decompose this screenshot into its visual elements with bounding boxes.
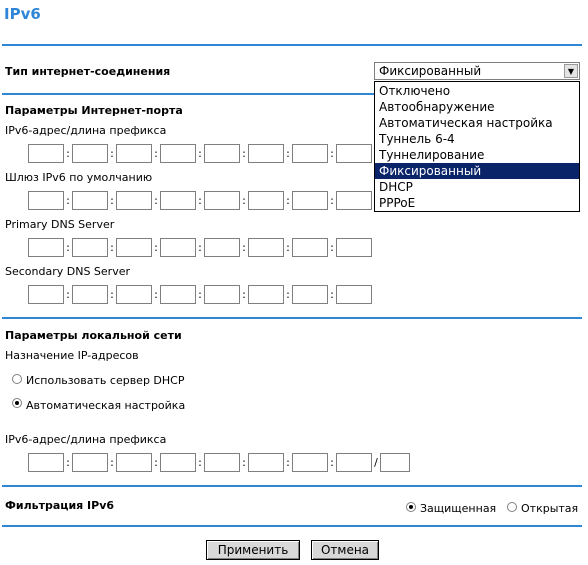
ipv6-segment-input[interactable]: [116, 144, 152, 163]
segment-separator: :: [286, 288, 290, 301]
segment-separator: :: [198, 147, 202, 160]
ipv6-segment-input[interactable]: [160, 453, 196, 472]
filter-open-radio[interactable]: [507, 502, 517, 512]
dropdown-option[interactable]: Фиксированный: [375, 163, 579, 179]
segment-separator: :: [154, 288, 158, 301]
segment-separator: :: [242, 241, 246, 254]
ipv6-segment-input[interactable]: [28, 285, 64, 304]
segment-separator: :: [286, 241, 290, 254]
ipv6-segment-input[interactable]: [336, 453, 372, 472]
segment-separator: :: [110, 194, 114, 207]
segment-separator: :: [66, 288, 70, 301]
ipv6-segment-input[interactable]: [204, 453, 240, 472]
ipv6-segment-input[interactable]: [204, 285, 240, 304]
segment-separator: :: [242, 194, 246, 207]
ipv6-segment-input[interactable]: [292, 144, 328, 163]
ipv6-segment-input[interactable]: [204, 191, 240, 210]
segment-separator: :: [286, 194, 290, 207]
segment-separator: :: [66, 194, 70, 207]
ipv6-segment-input[interactable]: [72, 144, 108, 163]
connection-type-label: Тип интернет-соединения: [5, 65, 171, 78]
divider: [2, 525, 582, 527]
prefix-separator: /: [374, 456, 378, 469]
gateway-label: Шлюз IPv6 по умолчанию: [5, 171, 153, 184]
segment-separator: :: [242, 288, 246, 301]
secondary-dns-label: Secondary DNS Server: [5, 265, 131, 278]
apply-button[interactable]: Применить: [206, 540, 300, 560]
ipv6-segment-input[interactable]: [28, 144, 64, 163]
lan-ipv6-address-label: IPv6-адрес/длина префикса: [5, 433, 167, 446]
ipv6-segment-input[interactable]: [116, 191, 152, 210]
connection-type-value: Фиксированный: [379, 64, 482, 78]
segment-separator: :: [110, 147, 114, 160]
prefix-length-input[interactable]: [380, 453, 410, 472]
ipv6-segment-input[interactable]: [72, 453, 108, 472]
ipv6-address-label: IPv6-адрес/длина префикса: [5, 124, 167, 137]
cancel-button[interactable]: Отмена: [311, 540, 379, 560]
auto-config-radio[interactable]: [12, 398, 22, 408]
divider: [2, 485, 582, 487]
ipv6-segment-input[interactable]: [72, 285, 108, 304]
ipv6-segment-input[interactable]: [116, 238, 152, 257]
ipv6-segment-input[interactable]: [248, 144, 284, 163]
dhcp-server-option-label: Использовать сервер DHCP: [26, 374, 185, 387]
dropdown-option[interactable]: Автоматическая настройка: [379, 116, 553, 130]
ip-assignment-label: Назначение IP-адресов: [5, 349, 139, 362]
segment-separator: :: [198, 194, 202, 207]
ipv6-segment-input[interactable]: [204, 238, 240, 257]
ipv6-segment-input[interactable]: [248, 191, 284, 210]
filter-secured-radio[interactable]: [406, 502, 416, 512]
divider: [2, 93, 374, 95]
page-title: IPv6: [4, 5, 41, 23]
ipv6-segment-input[interactable]: [28, 453, 64, 472]
dropdown-option[interactable]: Туннель 6-4: [379, 132, 455, 146]
primary-dns-label: Primary DNS Server: [5, 218, 115, 231]
ipv6-segment-input[interactable]: [28, 238, 64, 257]
ipv6-segment-input[interactable]: [160, 285, 196, 304]
ipv6-segment-input[interactable]: [72, 238, 108, 257]
segment-separator: :: [110, 456, 114, 469]
segment-separator: :: [154, 194, 158, 207]
segment-separator: :: [330, 147, 334, 160]
filter-secured-label: Защищенная: [420, 502, 497, 515]
segment-separator: :: [330, 241, 334, 254]
internet-port-heading: Параметры Интернет-порта: [5, 104, 183, 117]
segment-separator: :: [110, 241, 114, 254]
dropdown-option[interactable]: Автообнаружение: [379, 100, 495, 114]
segment-separator: :: [330, 288, 334, 301]
segment-separator: :: [154, 147, 158, 160]
ipv6-segment-input[interactable]: [116, 285, 152, 304]
ipv6-segment-input[interactable]: [292, 285, 328, 304]
ipv6-segment-input[interactable]: [248, 285, 284, 304]
divider: [2, 317, 582, 319]
filter-open-label: Открытая: [521, 502, 579, 515]
ipv6-segment-input[interactable]: [336, 191, 372, 210]
segment-separator: :: [198, 456, 202, 469]
ipv6-segment-input[interactable]: [292, 238, 328, 257]
ipv6-segment-input[interactable]: [28, 191, 64, 210]
ipv6-segment-input[interactable]: [248, 453, 284, 472]
auto-config-option-label: Автоматическая настройка: [26, 399, 186, 412]
segment-separator: :: [66, 241, 70, 254]
dropdown-option[interactable]: PPPoE: [379, 196, 416, 210]
ipv6-segment-input[interactable]: [160, 144, 196, 163]
dhcp-server-radio[interactable]: [12, 374, 22, 384]
ipv6-segment-input[interactable]: [336, 144, 372, 163]
ipv6-filtering-label: Фильтрация IPv6: [5, 499, 115, 512]
ipv6-segment-input[interactable]: [116, 453, 152, 472]
segment-separator: :: [286, 456, 290, 469]
lan-heading: Параметры локальной сети: [5, 329, 182, 342]
ipv6-segment-input[interactable]: [72, 191, 108, 210]
ipv6-segment-input[interactable]: [336, 285, 372, 304]
segment-separator: :: [66, 456, 70, 469]
dropdown-option[interactable]: Туннелирование: [379, 148, 485, 162]
ipv6-segment-input[interactable]: [160, 238, 196, 257]
ipv6-segment-input[interactable]: [336, 238, 372, 257]
segment-separator: :: [242, 456, 246, 469]
segment-separator: :: [198, 241, 202, 254]
segment-separator: :: [330, 194, 334, 207]
ipv6-segment-input[interactable]: [160, 191, 196, 210]
dropdown-option[interactable]: Отключено: [379, 84, 451, 98]
connection-type-select[interactable]: [374, 62, 580, 80]
ipv6-segment-input[interactable]: [204, 144, 240, 163]
dropdown-option[interactable]: DHCP: [379, 180, 413, 194]
ipv6-segment-input[interactable]: [248, 238, 284, 257]
ipv6-segment-input[interactable]: [292, 453, 328, 472]
segment-separator: :: [66, 147, 70, 160]
segment-separator: :: [110, 288, 114, 301]
segment-separator: :: [286, 147, 290, 160]
segment-separator: :: [198, 288, 202, 301]
chevron-down-icon[interactable]: ▼: [564, 64, 578, 78]
connection-type-dropdown-list: [374, 81, 580, 212]
segment-separator: :: [242, 147, 246, 160]
segment-separator: :: [154, 456, 158, 469]
segment-separator: :: [330, 456, 334, 469]
divider: [2, 44, 582, 46]
ipv6-segment-input[interactable]: [292, 191, 328, 210]
segment-separator: :: [154, 241, 158, 254]
